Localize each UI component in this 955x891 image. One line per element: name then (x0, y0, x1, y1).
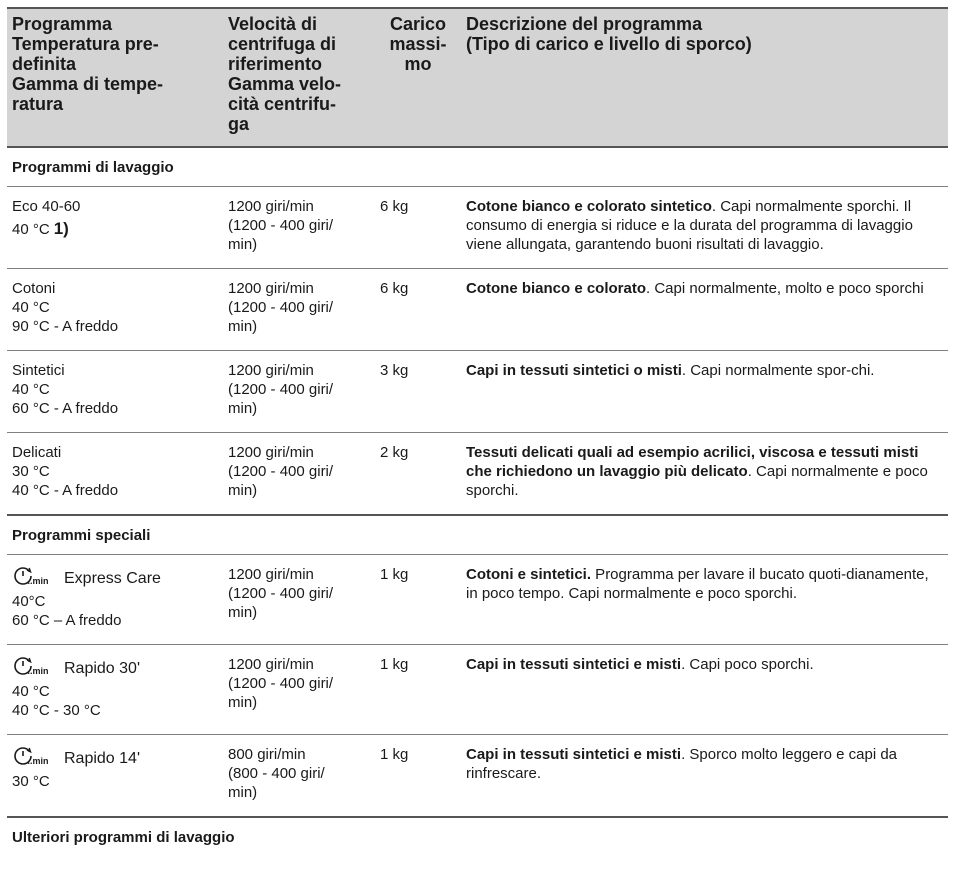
load-cell: 1 kg (375, 735, 461, 818)
program-cell (7, 187, 223, 269)
program-range: 40 °C - 30 °C (12, 702, 101, 719)
header-carico: Carico massi- mo (375, 8, 461, 147)
program-temp: 40 °C (12, 299, 50, 316)
description-cell: Capi in tessuti sintetici o misti. Capi normalmente spor-chi. (461, 351, 948, 433)
section-row (7, 147, 948, 187)
description-cell: Tessuti delicati quali ad esempio acrilici, viscosa e tessuti misti che richiedono un lavaggio più delicato. Capi normalmente e poco sporchi. (461, 433, 948, 516)
table-row (7, 351, 948, 433)
program-cell (7, 555, 223, 645)
load-cell: 1 kg (375, 645, 461, 735)
table-row (7, 433, 948, 516)
program-temp: 40 °C (12, 683, 50, 700)
program-temp: 40 °C (12, 381, 50, 398)
description-cell: Cotone bianco e colorato sintetico. Capi normalmente sporchi. Il consumo di energia si riduce e la durata del programma di lavaggio viene allungata, garantendo buoni risultati di lavaggio. (461, 187, 948, 269)
speed-cell: 1200 giri/min (1200 - 400 giri/ min) (223, 433, 375, 516)
speed-cell: 1200 giri/min (1200 - 400 giri/ min) (223, 187, 375, 269)
section-row (7, 515, 948, 555)
section-row (7, 817, 948, 856)
svg-text:...min: ...min (25, 666, 49, 676)
speed-cell: 1200 giri/min (1200 - 400 giri/ min) (223, 351, 375, 433)
footnote-ref: 1) (53, 219, 69, 238)
program-range: 40 °C - A freddo (12, 482, 119, 499)
table-header-row (7, 8, 948, 147)
program-temp: 40 °C (12, 221, 50, 238)
load-cell: 2 kg (375, 433, 461, 516)
table-row (7, 269, 948, 351)
table-row (7, 555, 948, 645)
program-table (7, 7, 948, 856)
program-cell (7, 645, 223, 735)
svg-text:...min: ...min (25, 756, 49, 766)
description-cell: Cotone bianco e colorato. Capi normalmente, molto e poco sporchi (461, 269, 948, 351)
speed-cell: 1200 giri/min (1200 - 400 giri/ min) (223, 555, 375, 645)
timer-icon (12, 655, 58, 682)
table-row (7, 735, 948, 818)
program-cell (7, 433, 223, 516)
program-name: Rapido 14' (64, 750, 140, 767)
program-cell (7, 735, 223, 818)
load-cell: 6 kg (375, 187, 461, 269)
program-temp: 30 °C (12, 773, 50, 790)
timer-icon (12, 745, 58, 772)
program-range: 90 °C - A freddo (12, 318, 119, 335)
header-programma: Programma Temperatura pre- definita Gamma di tempe- ratura (7, 8, 223, 147)
speed-cell: 1200 giri/min (1200 - 400 giri/ min) (223, 269, 375, 351)
description-cell: Capi in tessuti sintetici e misti. Sporco molto leggero e capi da rinfrescare. (461, 735, 948, 818)
program-range: 60 °C - A freddo (12, 400, 119, 417)
program-name: Delicati (12, 444, 62, 461)
table-row (7, 645, 948, 735)
load-cell: 6 kg (375, 269, 461, 351)
header-velocita: Velocità di centrifuga di riferimento Gamma velo- cità centrifu- ga (223, 8, 375, 147)
program-temp: 30 °C (12, 463, 50, 480)
program-name: Eco 40-60 (12, 198, 81, 215)
speed-cell: 1200 giri/min (1200 - 400 giri/ min) (223, 645, 375, 735)
program-cell (7, 269, 223, 351)
svg-text:...min: ...min (25, 576, 49, 586)
program-name: Sintetici (12, 362, 65, 379)
load-cell: 1 kg (375, 555, 461, 645)
load-cell: 3 kg (375, 351, 461, 433)
description-cell: Cotoni e sintetici. Programma per lavare il bucato quoti-dianamente, in poco tempo. Capi normalmente e poco sporchi. (461, 555, 948, 645)
header-descrizione: Descrizione del programma (Tipo di carico e livello di sporco) (461, 8, 948, 147)
program-temp: 40°C (12, 593, 46, 610)
program-range: 60 °C – A freddo (12, 612, 122, 629)
program-cell (7, 351, 223, 433)
section-title: Programmi speciali (7, 515, 948, 555)
program-name: Cotoni (12, 280, 56, 297)
timer-icon (12, 565, 58, 592)
description-cell: Capi in tessuti sintetici e misti. Capi poco sporchi. (461, 645, 948, 735)
table-row (7, 187, 948, 269)
section-title: Programmi di lavaggio (7, 147, 948, 187)
speed-cell: 800 giri/min (800 - 400 giri/ min) (223, 735, 375, 818)
program-name: Rapido 30' (64, 660, 140, 677)
program-name: Express Care (64, 570, 161, 587)
section-title: Ulteriori programmi di lavaggio (7, 817, 948, 856)
